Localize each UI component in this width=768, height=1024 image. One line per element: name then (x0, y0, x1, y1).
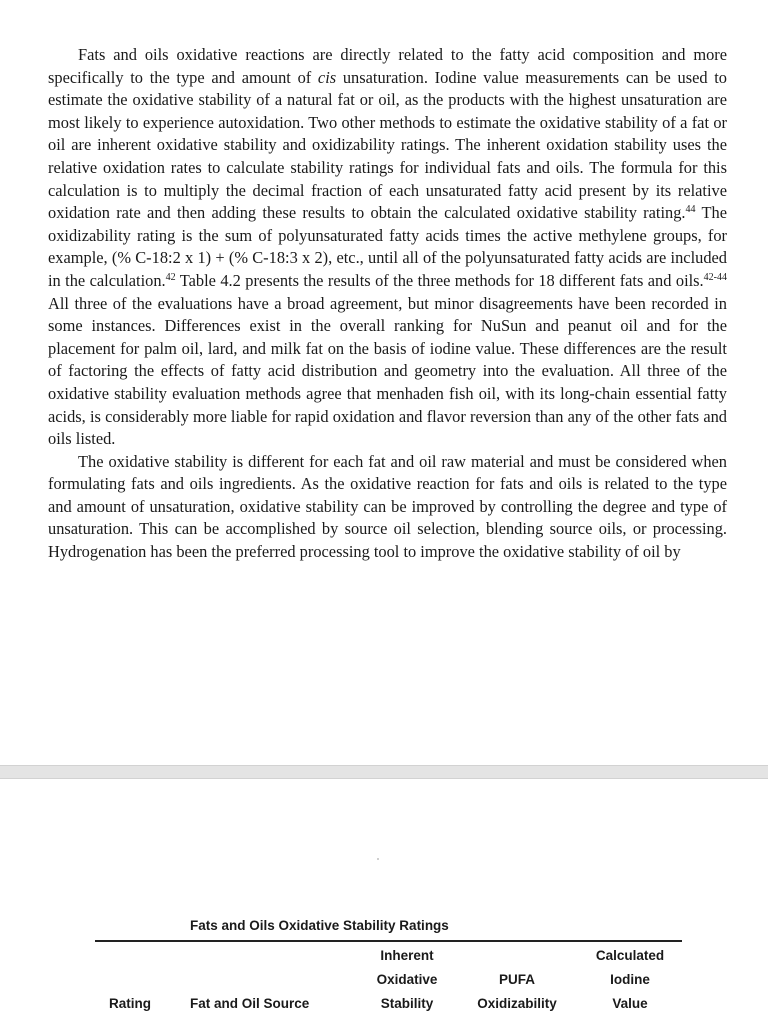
body-text (48, 44, 727, 564)
header-iodine-line-3: Value (612, 996, 648, 1011)
paragraph-1-part-c: The oxidizability rating is the sum of polyunsaturated fatty acids times the active methylene groups, for example, (% C-18:2 x 1) + (% C-18:3 x 2), etc., until all of the polyunsaturated fatty acids are included in the calculation. (48, 203, 727, 290)
header-calculated-iodine-value (580, 944, 680, 1016)
header-pufa-line-1: PUFA (498, 972, 535, 987)
header-rating (100, 992, 160, 1016)
header-inherent-line-3: Stability (380, 996, 434, 1011)
header-inherent-line-2: Oxidative (376, 972, 438, 987)
italic-cis: cis (317, 67, 337, 87)
paragraph-1-part-b: unsaturation. Iodine value measurements can be used to estimate the oxidative stability of a natural fat or oil, as the products with the highest unsaturation are most likely to experience autoxidation. Two other methods to estimate the oxidative stability of a fat or oil are inherent oxidative stability and oxidizability ratings. The inherent oxidation stability uses the relative oxidation rates to calculate stability ratings for individual fats and oils. The formula for this calculation is to multiply the decimal fraction of each unsaturated fatty acid present by its relative oxidation rate and then adding these results to obtain the calculated oxidative stability rating. (48, 67, 727, 223)
paragraph-1 (48, 44, 727, 451)
header-fat-and-oil-source (190, 992, 338, 1016)
page-divider (0, 765, 768, 779)
header-pufa-line-2: Oxidizability (477, 996, 557, 1011)
header-iodine-line-2: Iodine (610, 972, 650, 987)
paragraph-1-part-e: All three of the evaluations have a broad agreement, but minor disagreements have been recorded in some instances. Differences exist in the overall ranking for NuSun and peanut oil and for the placement for palm oil, lard, and milk fat on the basis of iodine value. These differences are the result of factoring the effects of fatty acid distribution and geometry into the evaluation. All three of the oxidative stability evaluation methods agree that menhaden fish oil, with its long-chain essential fatty acids, is considerably more liable for rapid oxidation and flavor reversion than any of the other fats and oils listed. (48, 293, 727, 449)
header-inherent-oxidative-stability (362, 944, 452, 1016)
scan-speck (377, 858, 379, 860)
table-title: Fats and Oils Oxidative Stability Ratings (190, 918, 449, 933)
paragraph-2: The oxidative stability is different for each fat and oil raw material and must be considered when formulating fats and oils ingredients. As the oxidative reaction for fats and oils is related to the type and amount of unsaturation, oxidative stability can be improved by controlling the degree and type of unsaturation. This can be accomplished by source oil selection, blending source oils, or processing. Hydrogenation has been the preferred processing tool to improve the oxidative stability of oil by (48, 451, 727, 562)
reference-44: 44 (685, 204, 696, 216)
paragraph-1-part-d: Table 4.2 presents the results of the three methods for 18 different fats and oils. (175, 270, 704, 290)
reference-42: 42 (165, 271, 176, 283)
header-source-label: Fat and Oil Source (190, 996, 310, 1011)
header-pufa-oxidizability (462, 968, 572, 1016)
header-iodine-line-1: Calculated (595, 948, 665, 963)
header-inherent-line-1: Inherent (380, 948, 434, 963)
reference-42-44: 42-44 (703, 271, 728, 283)
table-top-rule (95, 940, 682, 942)
paragraph-1-part-a: Fats and oils oxidative reactions are directly related to the fatty acid composition and more specifically to the type and amount of (48, 45, 727, 87)
header-rating-label: Rating (109, 996, 151, 1011)
